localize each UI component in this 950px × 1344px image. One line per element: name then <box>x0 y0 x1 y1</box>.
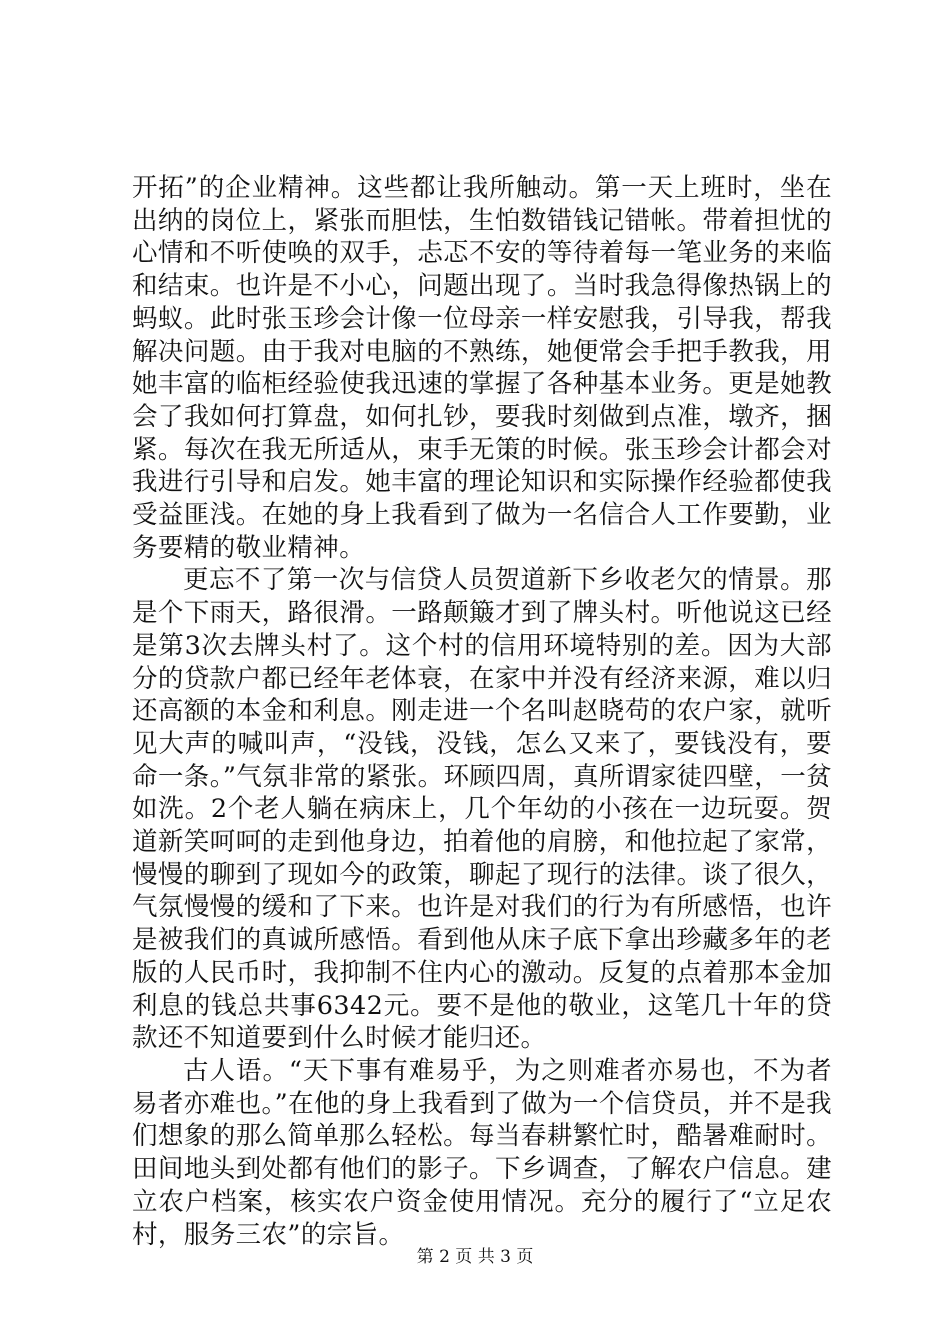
paragraph-1: 开拓”的企业精神。这些都让我所触动。第一天上班时，坐在出纳的岗位上，紧张而胆怯，生怕数错钱记错帐。带着担忧的心情和不听使唤的双手，忐忑不安的等待着每一笔业务的来临和结束。也许是不小心，问题出现了。当时我急得像热锅上的蚂蚁。此时张玉珍会计像一位母亲一样安慰我，引导我，帮我解决问题。由于我对电脑的不熟练，她便常会手把手教我，用她丰富的临柜经验使我迅速的掌握了各种基本业务。更是她教会了我如何打算盘，如何扎钞，要我时刻做到点准，墩齐，捆紧。每次在我无所适从，束手无策的时候。张玉珍会计都会对我进行引导和启发。她丰富的理论知识和实际操作经验都使我受益匪浅。在她的身上我看到了做为一名信合人工作要勤，业务要精的敬业精神。 <box>132 173 832 563</box>
paragraph-3: 古人语。“天下事有难易乎，为之则难者亦易也，不为者易者亦难也。”在他的身上我看到了做为一个信贷员，并不是我们想象的那么简单那么轻松。每当春耕繁忙时，酷暑难耐时。田间地头到处都有他们的影子。下乡调查，了解农户信息。建立农户档案，核实农户资金使用情况。充分的履行了“立足农村，服务三农”的宗旨。 <box>132 1055 832 1250</box>
page-number-footer: 第 2 页 共 3 页 <box>416 1247 534 1267</box>
paragraph-2: 更忘不了第一次与信贷人员贺道新下乡收老欠的情景。那是个下雨天，路很滑。一路颠簸才到了牌头村。听他说这已经是第3次去牌头村了。这个村的信用环境特别的差。因为大部分的贷款户都已经年老体衰，在家中并没有经济来源，难以归还高额的本金和利息。刚走进一个名叫赵晓苟的农户家，就听见大声的喊叫声，“没钱，没钱，怎么又来了，要钱没有，要命一条。”气氛非常的紧张。环顾四周，真所谓家徒四壁，一贫如洗。2个老人躺在病床上，几个年幼的小孩在一边玩耍。贺道新笑呵呵的走到他身边，拍着他的肩膀，和他拉起了家常，慢慢的聊到了现如今的政策，聊起了现行的法律。谈了很久，气氛慢慢的缓和了下来。也许是对我们的行为有所感悟，也许是被我们的真诚所感悟。看到他从床子底下拿出珍藏多年的老版的人民币时，我抑制不住内心的激动。反复的点着那本金加利息的钱总共事6342元。要不是他的敬业，这笔几十年的贷款还不知道要到什么时候才能归还。 <box>132 565 832 1054</box>
document-body <box>132 172 832 1251</box>
